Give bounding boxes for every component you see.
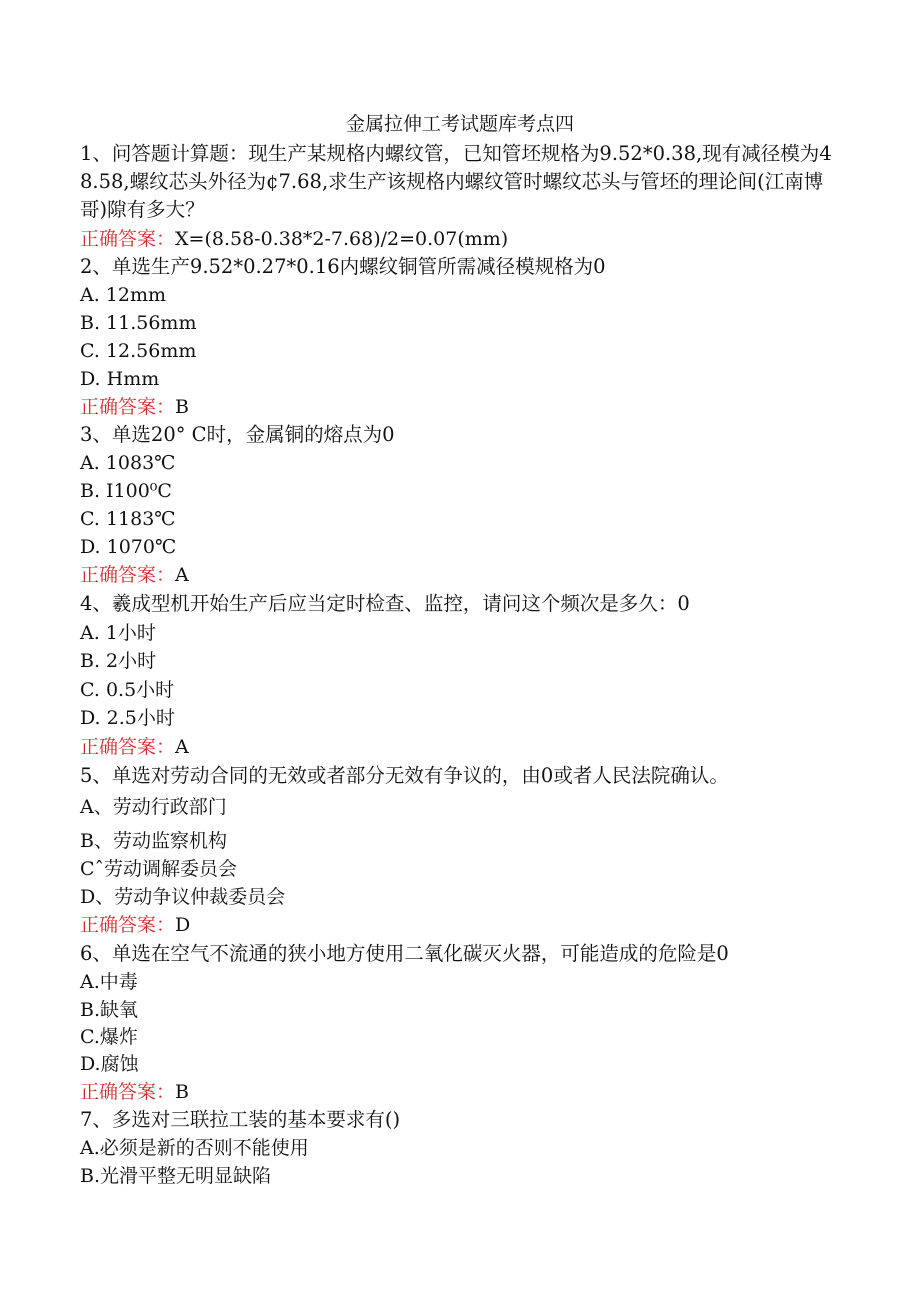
answer-value: A [175,564,189,586]
option-item: D.腐蚀 [80,1053,139,1075]
question-text: 4、羲成型机开始生产后应当定时检查、监控，请问这个频次是多久：0 [80,592,690,615]
question-text: 7、多选对三联拉工装的基本要求有() [80,1108,401,1131]
option-item: A.中毒 [80,971,138,993]
option-item: D. 1070℃ [80,536,177,558]
option-item: Cˆ劳动调解委员会 [80,858,238,880]
question-text: 1、问答题计算题：现生产某规格内螺纹管，已知管坯规格为9.52*0.38,现有减径模为48.58,螺纹芯头外径为¢7.68,求生产该规格内螺纹管时螺纹芯头与管坯的理论间(江南博哥)隙有多大？ [80,142,832,221]
option-item: B、劳动监察机构 [80,830,227,852]
option-item: B. I100⁰C [80,480,172,502]
option-item: D、劳动争议仲裁委员会 [80,886,286,908]
option-item: C. 0.5小时 [80,679,175,701]
answer-label: 正确答案： [80,564,176,586]
option-item: A、劳动行政部门 [80,796,227,818]
option-item: A. 12mm [80,284,167,306]
option-item: D. Hmm [80,368,160,390]
option-item: A. 1083℃ [80,452,176,474]
option-item: B. 2小时 [80,650,157,672]
question-text: 3、单选20° C时，金属铜的熔点为0 [80,423,395,446]
answer-value: B [175,396,189,418]
question-text: 2、单选生产9.52*0.27*0.16内螺纹铜管所需减径模规格为0 [80,255,606,278]
answer-line [80,225,840,253]
answer-label: 正确答案： [80,228,176,250]
answer-line [80,1078,840,1106]
answer-value: A [175,736,189,758]
option-item: B.光滑平整无明显缺陷 [80,1165,272,1187]
question-text: 5、单选对劳动合同的无效或者部分无效有争议的，由0或者人民法院确认。 [80,764,729,787]
answer-label: 正确答案： [80,1081,176,1103]
answer-line [80,733,840,761]
option-item: B.缺氧 [80,999,139,1021]
answer-line [80,561,840,589]
option-item: A. 1小时 [80,622,156,644]
answer-value: B [175,1081,189,1103]
option-item: C. 1183℃ [80,508,176,530]
option-item: C.爆炸 [80,1026,138,1048]
answer-label: 正确答案： [80,736,176,758]
option-item: D. 2.5小时 [80,707,175,729]
option-item: B. 11.56mm [80,312,197,334]
answer-label: 正确答案： [80,396,176,418]
option-item: A.必须是新的否则不能使用 [80,1137,309,1159]
answer-line [80,911,840,939]
option-item: C. 12.56mm [80,340,197,362]
answer-value: X=(8.58-0.38*2-7.68)/2=0.07(mm) [175,228,509,250]
answer-value: D [175,914,191,936]
question-text: 6、单选在空气不流通的狭小地方使用二氧化碳灭火器，可能造成的危险是0 [80,942,729,965]
answer-label: 正确答案： [80,914,176,936]
answer-line [80,393,840,421]
page-title: 金属拉伸工考试题库考点四 [345,113,574,135]
